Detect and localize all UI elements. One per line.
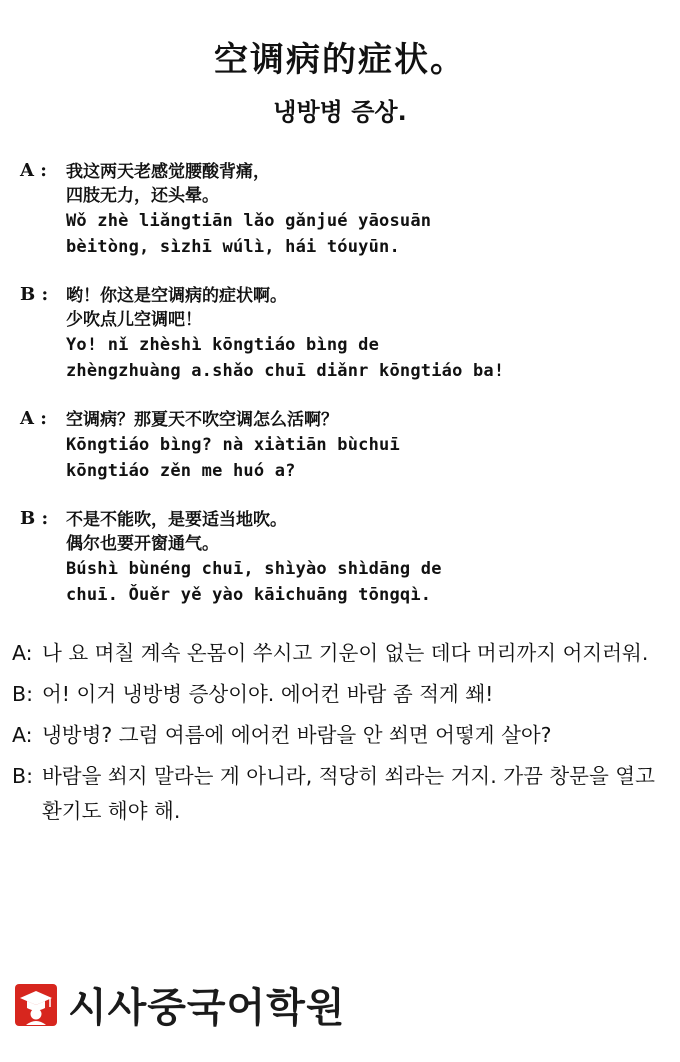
korean-line	[12, 636, 672, 671]
dialogue-turn	[20, 408, 660, 484]
academy-logo	[14, 976, 345, 1033]
title-chinese: 空调病的症状。	[214, 40, 466, 80]
korean-speaker-label: A:	[12, 641, 33, 665]
korean-speaker-label: B:	[12, 682, 33, 706]
korean-line	[12, 718, 672, 753]
speaker-label: B :	[20, 284, 49, 305]
pinyin-line: chuī. Ǒuěr yě yào kāichuāng tōngqì.	[66, 585, 432, 605]
pinyin-line: Yo! nǐ zhèshì kōngtiáo bìng de	[66, 335, 380, 355]
korean-speaker-label: A:	[12, 723, 33, 747]
graduation-cap-logo-icon	[14, 983, 58, 1027]
korean-text: 냉방병? 그럼 여름에 에어컨 바람을 안 쐬면 어떻게 살아?	[42, 723, 552, 747]
korean-text: 나 요 며칠 계속 온몸이 쑤시고 기운이 없는 데다 머리까지 어지러워.	[42, 641, 649, 665]
speaker-label: B :	[20, 508, 49, 529]
chinese-line: 我这两天老感觉腰酸背痛，	[66, 162, 270, 182]
korean-text: 바람을 쐬지 말라는 게 아니라, 적당히 쐬라는 거지. 가끔 창문을 열고 환기도 해야 해.	[42, 764, 655, 823]
chinese-line: 哟！你这是空调病的症状啊。	[66, 286, 287, 306]
chinese-line: 空调病？那夏天不吹空调怎么活啊？	[66, 410, 338, 430]
korean-line	[12, 759, 672, 829]
chinese-line: 不是不能吹，是要适当地吹。	[66, 510, 287, 530]
chinese-line: 偶尔也要开窗通气。	[66, 534, 219, 554]
korean-speaker-label: B:	[12, 764, 33, 788]
chinese-line: 少吹点儿空调吧！	[66, 310, 202, 330]
pinyin-line: bèitòng, sìzhī wúlì, hái tóuyūn.	[66, 237, 400, 257]
pinyin-line: zhèngzhuàng a.shǎo chuī diǎnr kōngtiáo ba!	[66, 361, 505, 381]
pinyin-line: kōngtiáo zěn me huó a?	[66, 461, 296, 481]
dialogue	[20, 160, 660, 632]
pinyin-line: Wǒ zhè liǎngtiān lǎo gǎnjué yāosuān	[66, 211, 432, 231]
dialogue-turn	[20, 508, 660, 608]
dialogue-turn	[20, 284, 660, 384]
chinese-line: 四肢无力，还头晕。	[66, 186, 219, 206]
korean-line	[12, 677, 672, 712]
pinyin-line: Kōngtiáo bìng? nà xiàtiān bùchuī	[66, 435, 400, 455]
title-korean: 냉방병 증상.	[273, 98, 407, 126]
korean-translation	[12, 636, 672, 835]
speaker-label: A :	[20, 408, 47, 429]
academy-name: 시사중국어학원	[68, 985, 346, 1031]
speaker-label: A :	[20, 160, 47, 181]
pinyin-line: Búshì bùnéng chuī, shìyào shìdāng de	[66, 559, 442, 579]
korean-text: 어! 이거 냉방병 증상이야. 에어컨 바람 좀 적게 쐐!	[42, 682, 494, 706]
dialogue-turn	[20, 160, 660, 260]
